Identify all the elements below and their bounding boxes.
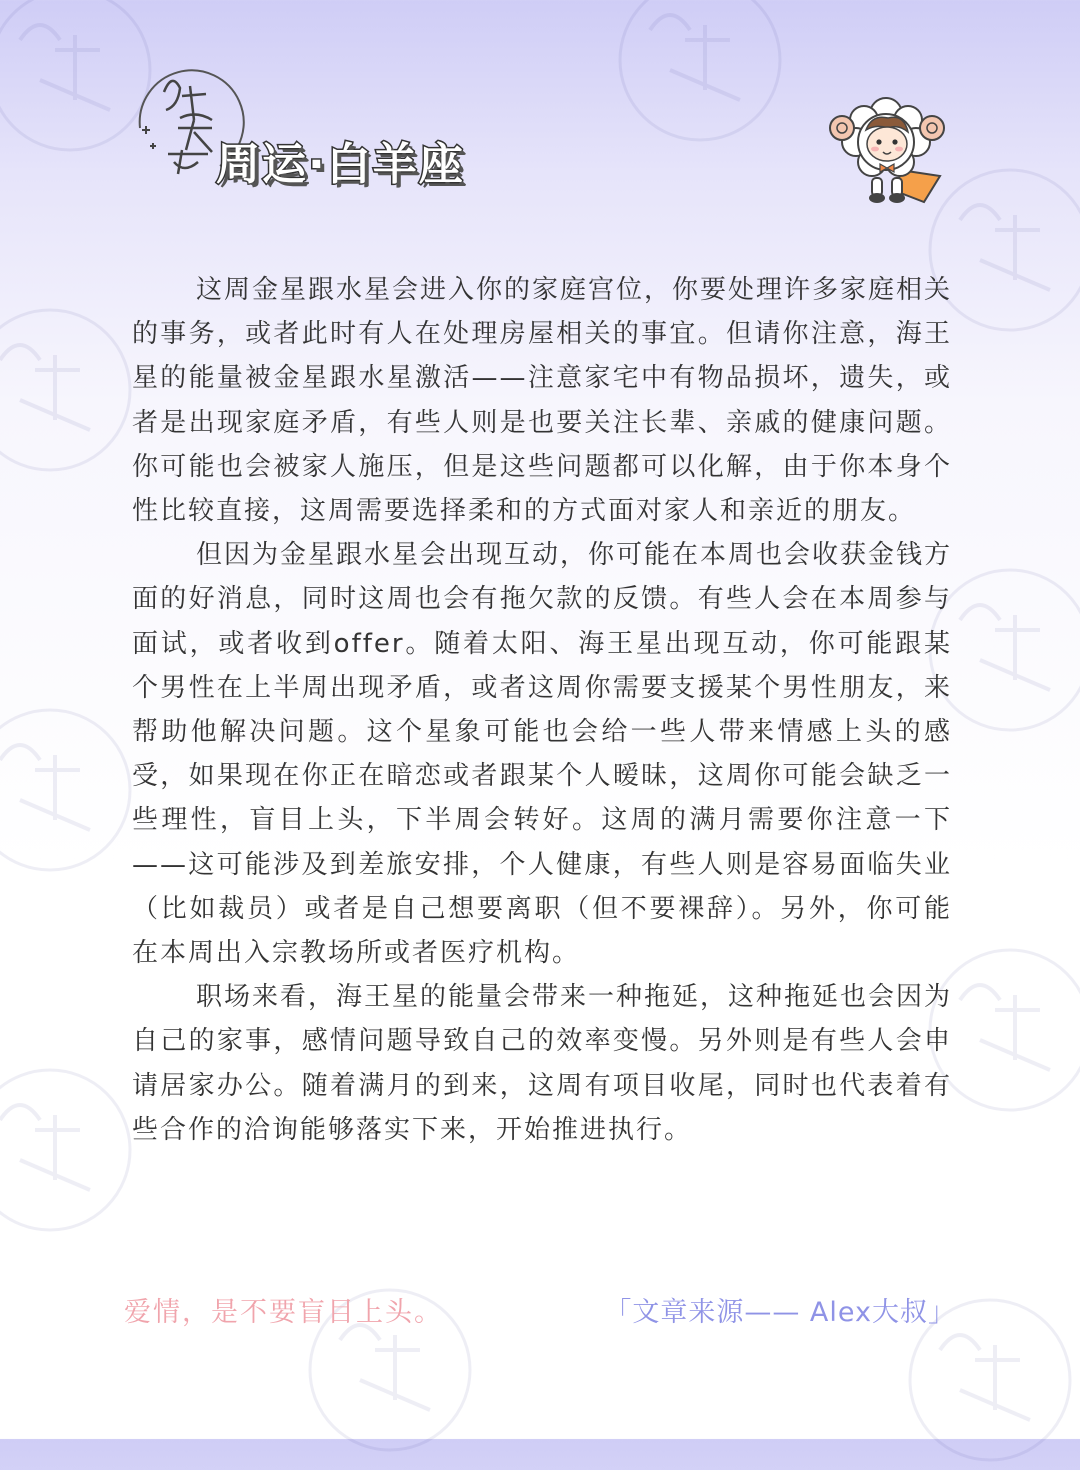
- sheep-mascot-icon: [812, 84, 960, 220]
- signature-watermark-icon: [590, 0, 810, 150]
- article-body: [132, 268, 952, 1152]
- footer-source: 「文章来源—— Alex大叔」: [604, 1297, 956, 1328]
- page-title: 周运·白羊座: [216, 139, 465, 190]
- article-paragraph-2: 但因为金星跟水星会出现互动，你可能在本周也会收获金钱方面的好消息，同时这周也会有拖欠款的反馈。有些人会在本周参与面试，或者收到offer。随着太阳、海王星出现互动，你可能跟某个男性在上半周出现矛盾，或者这周你需要支援某个男性朋友，来帮助他解决问题。这个星象可能也会给一些人带来情感上头的感受，如果现在你正在暗恋或者跟某个人暧昧，这周你可能会缺乏一些理性，盲目上头，下半周会转好。这周的满月需要你注意一下——这可能涉及到差旅安排，个人健康，有些人则是容易面临失业（比如裁员）或者是自己想要离职（但不要裸辞）。另外，你可能在本周出入宗教场所或者医疗机构。: [132, 540, 953, 969]
- footer-tagline: 爱情，是不要盲目上头。: [124, 1297, 443, 1328]
- article-paragraph-3: 职场来看，海王星的能量会带来一种拖延，这种拖延也会因为自己的家事，感情问题导致自己的效率变慢。另外则是有些人会申请居家办公。随着满月的到来，这周有项目收尾，同时也代表着有些合作的洽询能够落实下来，开始推进执行。: [132, 982, 953, 1145]
- article-paragraph-1: 这周金星跟水星会进入你的家庭宫位，你要处理许多家庭相关的事务，或者此时有人在处理房屋相关的事宜。但请你注意，海王星的能量被金星跟水星激活——注意家宅中有物品损坏，遗失，或者是出现家庭矛盾，有些人则是也要关注长辈、亲戚的健康问题。你可能也会被家人施压，但是这些问题都可以化解，由于你本身个性比较直接，这周需要选择柔和的方式面对家人和亲近的朋友。: [132, 275, 953, 527]
